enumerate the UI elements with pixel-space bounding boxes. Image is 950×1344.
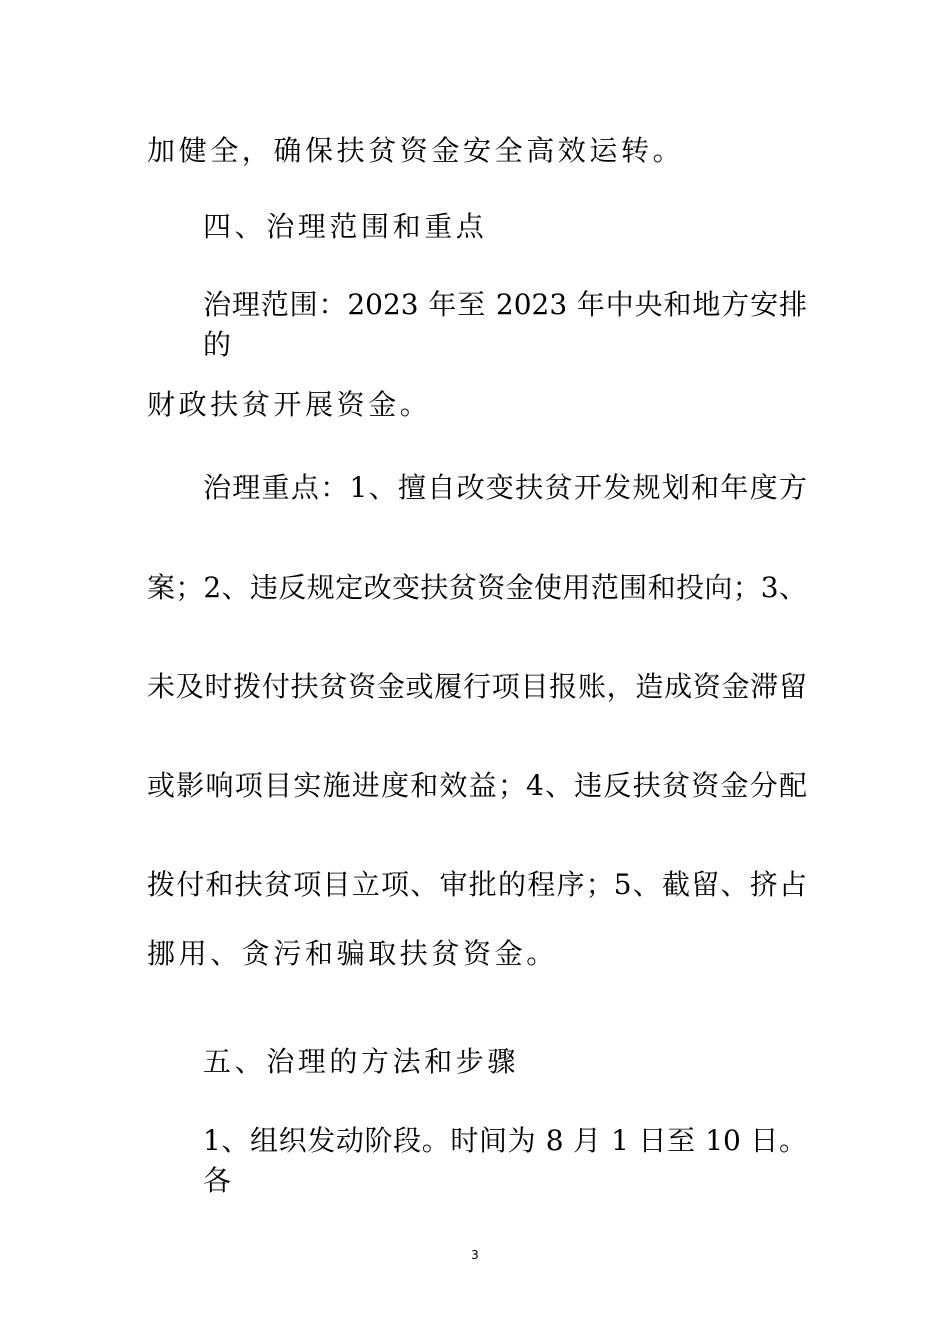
section-heading-4: 四、治理范围和重点 (203, 210, 488, 243)
section-heading-5: 五、治理的方法和步骤 (203, 1045, 520, 1078)
focus-paragraph-line-4: 或影响项目实施进度和效益；4、违反扶贫资金分配 (147, 769, 807, 802)
scope-paragraph-line-1: 治理范围：2023 年至 2023 年中央和地方安排的 (203, 288, 807, 361)
focus-paragraph-line-3: 未及时拨付扶贫资金或履行项目报账，造成资金滞留 (147, 670, 807, 703)
step-paragraph-line-1: 1、组织发动阶段。时间为 8 月 1 日至 10 日。各 (203, 1124, 807, 1197)
page-number: 3 (471, 1248, 479, 1262)
focus-paragraph-line-6: 挪用、贪污和骗取扶贫资金。 (147, 937, 558, 970)
focus-paragraph-line-1: 治理重点：1、擅自改变扶贫开发规划和年度方 (203, 471, 807, 504)
body-line-continuation: 加健全，确保扶贫资金安全高效运转。 (147, 134, 685, 167)
scope-paragraph-line-2: 财政扶贫开展资金。 (147, 388, 432, 421)
focus-paragraph-line-5: 拨付和扶贫项目立项、审批的程序；5、截留、挤占 (147, 868, 807, 901)
focus-paragraph-line-2: 案；2、违反规定改变扶贫资金使用范围和投向；3、 (147, 571, 807, 604)
